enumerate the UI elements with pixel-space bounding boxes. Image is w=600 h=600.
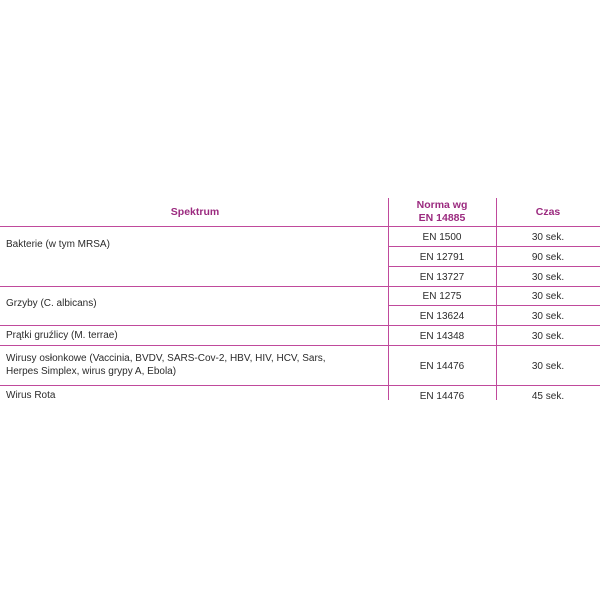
- time-cell: 90 sek.: [531, 252, 565, 263]
- column-divider-2: [496, 198, 497, 400]
- group-divider: [0, 345, 600, 346]
- header-norm: [390, 199, 494, 225]
- spectrum-wirus-rota: Wirus Rota: [6, 390, 56, 401]
- time-cell: 30 sek.: [531, 361, 565, 372]
- time-cell: 30 sek.: [531, 232, 565, 243]
- header-norm-line2: EN 14885: [418, 212, 466, 224]
- norm-cell: EN 13624: [419, 311, 465, 322]
- time-cell: 30 sek.: [531, 311, 565, 322]
- time-cell: 30 sek.: [531, 291, 565, 302]
- header-norm-line1: Norma wg: [416, 199, 468, 211]
- group-divider: [0, 286, 600, 287]
- row-divider: [388, 305, 600, 306]
- spectrum-bakterie: Bakterie (w tym MRSA): [6, 239, 110, 250]
- norm-cell: EN 14476: [419, 361, 465, 372]
- norm-cell: EN 14476: [419, 391, 465, 402]
- time-cell: 30 sek.: [531, 272, 565, 283]
- time-cell: 45 sek.: [531, 391, 565, 402]
- row-divider: [388, 266, 600, 267]
- norm-cell: EN 12791: [419, 252, 465, 263]
- norm-cell: EN 13727: [419, 272, 465, 283]
- group-divider: [0, 325, 600, 326]
- row-divider: [388, 246, 600, 247]
- group-divider: [0, 385, 600, 386]
- header-spectrum: Spektrum: [170, 206, 220, 218]
- time-cell: 30 sek.: [531, 331, 565, 342]
- spectrum-pratki: Prątki gruźlicy (M. terrae): [6, 330, 118, 341]
- norm-cell: EN 1500: [422, 232, 462, 243]
- spectrum-wirusy-line1: Wirusy osłonkowe (Vaccinia, BVDV, SARS-Cov-2, HBV, HIV, HCV, Sars,: [6, 353, 326, 364]
- header-time: Czas: [535, 206, 561, 218]
- column-divider-1: [388, 198, 389, 400]
- spectrum-wirusy-line2: Herpes Simplex, wirus grypy A, Ebola): [6, 366, 177, 377]
- spectrum-wirusy-oslonkowe: [6, 352, 384, 378]
- norm-cell: EN 14348: [419, 331, 465, 342]
- header-divider: [0, 226, 600, 227]
- norm-cell: EN 1275: [422, 291, 462, 302]
- spectrum-grzyby: Grzyby (C. albicans): [6, 298, 97, 309]
